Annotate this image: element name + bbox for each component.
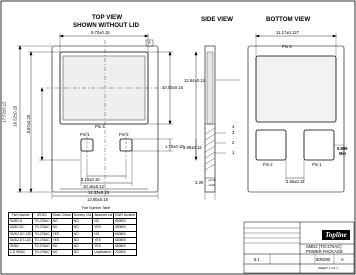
- table-cell: NO: [72, 219, 93, 225]
- bottom-view-title: BOTTOM VIEW: [266, 16, 311, 23]
- scale-value: 5:1: [254, 257, 260, 262]
- table-cell: TO-276AC: [34, 231, 50, 236]
- side-pin-3: 3: [232, 130, 235, 135]
- dim-3-30: 3.30: [195, 180, 204, 185]
- table-cell: NO: [72, 231, 93, 237]
- table-cell: 202800: [114, 250, 137, 256]
- sheet-number: SHEET 1 OF 1: [318, 266, 338, 270]
- dim-12-33: 12.33±0.15: [88, 190, 109, 195]
- drawing-title-1: SMD2 (TO-276AC): [306, 244, 342, 249]
- dim-16-52: 16.52±0.15: [12, 105, 18, 127]
- dim-9-70: 9.70±0.15: [91, 30, 110, 35]
- col-dwg-number: DWG Number: [115, 213, 136, 217]
- datum-a: A: [148, 40, 151, 45]
- dim-3-30-minus: -0.20: [208, 183, 215, 187]
- top-pin3-label: Pin 3: [95, 124, 105, 129]
- side-view: [195, 46, 240, 200]
- table-cell: NO: [51, 244, 72, 250]
- part-table-title: Part Number Table: [82, 206, 111, 210]
- dim-3-55: 3.55±0.12: [286, 179, 305, 184]
- bottom-pin2-label: Pin 2: [263, 162, 273, 167]
- col-diode-check: Diode Check: [52, 213, 71, 217]
- table-cell: NO: [51, 219, 72, 225]
- table-cell: 1-D SMD2: [9, 250, 33, 256]
- table-cell: YES: [51, 231, 72, 237]
- table-cell: 680800: [114, 231, 137, 237]
- table-cell: SMD2: [9, 244, 33, 250]
- table-cell: NO: [72, 250, 93, 256]
- table-cell: TO-276AC: [34, 237, 50, 242]
- dim-12-64: 12.64±0.12: [184, 78, 205, 83]
- top-view-title: TOP VIEW: [92, 14, 123, 21]
- table-cell: NO: [72, 244, 93, 250]
- col-part-number: Part Number: [9, 213, 33, 219]
- table-cell: NO: [51, 250, 72, 256]
- topline-logo: Topline: [322, 230, 350, 240]
- col-jedec: JEDEC: [33, 213, 51, 219]
- part-number-table: [8, 212, 137, 256]
- dim-0-889: 0.889: [337, 146, 348, 151]
- dim-3-99: 3.99±0.12: [183, 145, 202, 150]
- side-view-title: SIDE VIEW: [201, 16, 233, 23]
- dim-17-52: 17.52±0.12: [1, 101, 7, 123]
- bottom-view-pad-3: [256, 56, 336, 122]
- table-cell: SMD2-DC: [9, 225, 33, 231]
- table-cell: TO-276AC: [34, 244, 50, 249]
- side-pin-4: 4: [232, 124, 235, 129]
- dim-0-889-min: Min: [339, 151, 347, 156]
- drawing-title-2: POWER PACKAGE: [306, 249, 343, 254]
- top-view-pin1-pad: [81, 139, 93, 151]
- top-view-subtitle: SHOWN WITHOUT LID: [73, 22, 139, 29]
- table-cell: 680800: [114, 237, 137, 243]
- top-pin2-label: Pin 2: [119, 132, 129, 137]
- table-cell: NO: [93, 219, 114, 225]
- table-cell: 680800: [114, 219, 137, 225]
- dim-10-00: 10.00±0.15: [162, 85, 183, 90]
- table-cell: Unattached: [93, 250, 114, 256]
- dim-11-17: 11.17±0.127: [276, 30, 299, 35]
- top-view-pin2-pad: [120, 139, 132, 151]
- table-cell: SMD2-H: [9, 219, 33, 225]
- table-cell: TO-276AC: [34, 219, 50, 224]
- bottom-pin3-label: Pin 3: [282, 44, 292, 49]
- dim-13-60: 13.60±0.15: [87, 197, 108, 202]
- table-cell: TO-276AC: [34, 225, 50, 230]
- side-pin-1: 1: [232, 150, 235, 155]
- table-cell: NO: [93, 231, 114, 237]
- side-pin-2: 2: [232, 140, 235, 145]
- drawing-number: 600290: [316, 257, 330, 262]
- col-attached-lid: Attached Lid: [94, 213, 113, 217]
- dim-10-16: 10.16±0.12: [83, 184, 104, 189]
- dim-8-87: 8.87±0.20: [26, 114, 32, 134]
- table-cell: SMD2-DT-12D: [9, 237, 33, 243]
- top-pin1-label: Pin 1: [80, 132, 90, 137]
- revision: A: [341, 257, 344, 262]
- dim-1-70: 1.70±0.10: [165, 144, 184, 149]
- table-cell: 680800: [114, 244, 137, 250]
- table-cell: YES: [93, 237, 114, 243]
- table-cell: NO: [51, 225, 72, 231]
- table-row: [9, 250, 137, 256]
- table-cell: 680800: [114, 225, 137, 231]
- col-dummy-chk: Dummy Chk: [73, 213, 92, 217]
- table-cell: SMD2-DC-12D: [10, 231, 32, 236]
- dim-3-30-plus: +0.10: [208, 178, 216, 182]
- bottom-view-pad-1: [304, 130, 334, 160]
- table-cell: NO: [72, 237, 93, 243]
- bottom-pin1-label: Pin 1: [312, 162, 322, 167]
- table-cell: YES: [93, 244, 114, 250]
- table-cell: YES: [51, 237, 72, 243]
- table-cell: TO-276AC: [34, 250, 50, 255]
- bottom-view-pad-2: [256, 130, 286, 160]
- table-cell: NO: [72, 225, 93, 231]
- dim-6-10: 6.10±0.10: [81, 177, 100, 182]
- table-cell: YES: [93, 225, 114, 231]
